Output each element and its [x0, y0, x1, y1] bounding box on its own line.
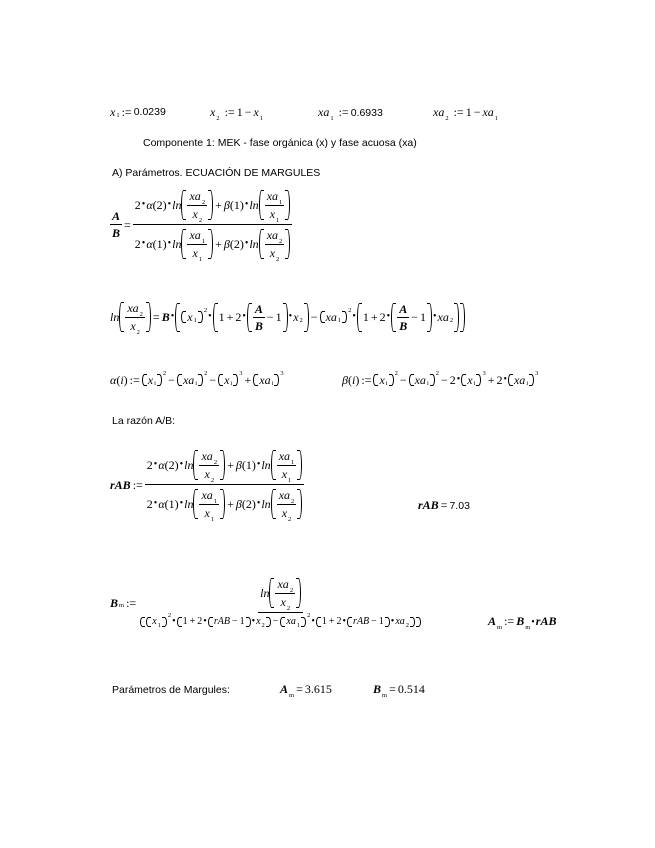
component-description: Componente 1: MEK - fase orgánica (x) y fase acuosa (xa) [143, 137, 417, 149]
ratio-label: La razón A/B: [112, 415, 176, 427]
rab-result: rAB = 7.03 [418, 498, 470, 512]
def-xa2: $xa_2$ := $1 - xa_1$ [433, 105, 499, 122]
equation-a-over-b: $\frac{A}{B}$ = 2 • α ( 2 ) • ln $\frac{xa_2}{x_2}$ + β ( 1 ) • ln $\frac{xa_1}{x_1}$ 2 • α ( 1 ) • ln $\frac{xa_1}{x_1}$ + β ( 2 ) • ln $\frac{xa_2}{x_2}$ [110, 190, 292, 259]
am-result: $A_m = 3.615$ [280, 682, 332, 699]
equation-alpha: α ( i ) := x i 2 − xa i 2 − x i 3 + xa i 3 [110, 369, 284, 387]
equation-ln-xa2: ln $\frac{xa_2}{x_2}$ = B • x 1 2 • 1 + 2 • $\frac{A}{B}$ − 1 • x 2 − xa 1 2 • 1 + 2 • $\frac{A}{B}$ − 1 • xa 2 [110, 302, 465, 332]
def-x1: x 1 := 0.0239 [110, 105, 166, 119]
bm-result: $B_m = 0.514$ [373, 682, 425, 699]
a-over-b-lhs: $\frac{A}{B}$ [112, 209, 121, 240]
equation-beta: β ( i ) := x i 2 − xa i 2 − 2 • x i 3 + 2 • xa i 3 [342, 369, 539, 387]
equation-rab: rAB := 2 • α ( 2 ) • ln $\frac{xa_2}{x_2}$ + β ( 1 ) • ln $\frac{xa_1}{x_1}$ 2 • α ( 1 ) • ln $\frac{xa_1}{x_1}$ + β ( 2 ) • ln $\frac{xa_2}{x_2}$ [110, 450, 304, 519]
section-a-title: A) Parámetros. ECUACIÓN DE MARGULES [112, 167, 321, 179]
definitions-row [110, 106, 166, 118]
def-xa1: $xa_1$ := 0.6933 [318, 105, 383, 122]
def-x2: $x_2$ := $1 - x_1$ [210, 105, 264, 122]
a-over-b-rhs: 2 • α ( 2 ) • ln $\frac{xa_2}{x_2}$ + β ( 1 ) • ln $\frac{xa_1}{x_1}$ 2 • α ( 1 ) • ln $\frac{xa_1}{x_1}$ + β ( 2 ) • ln $\frac{xa_2}{x_2}$ [133, 190, 292, 259]
equation-bm: B m := ln $\frac{xa_2}{x_2}$ x 1 2 • 1 + 2 • rAB − 1 • x 2 − xa 1 2 • 1 + 2 • rAB − 1 • xa 2 [110, 578, 423, 627]
equation-am: $A_m$ := $B_m•rAB$ [488, 614, 557, 631]
margules-params-label: Parámetros de Margules: [112, 684, 230, 696]
